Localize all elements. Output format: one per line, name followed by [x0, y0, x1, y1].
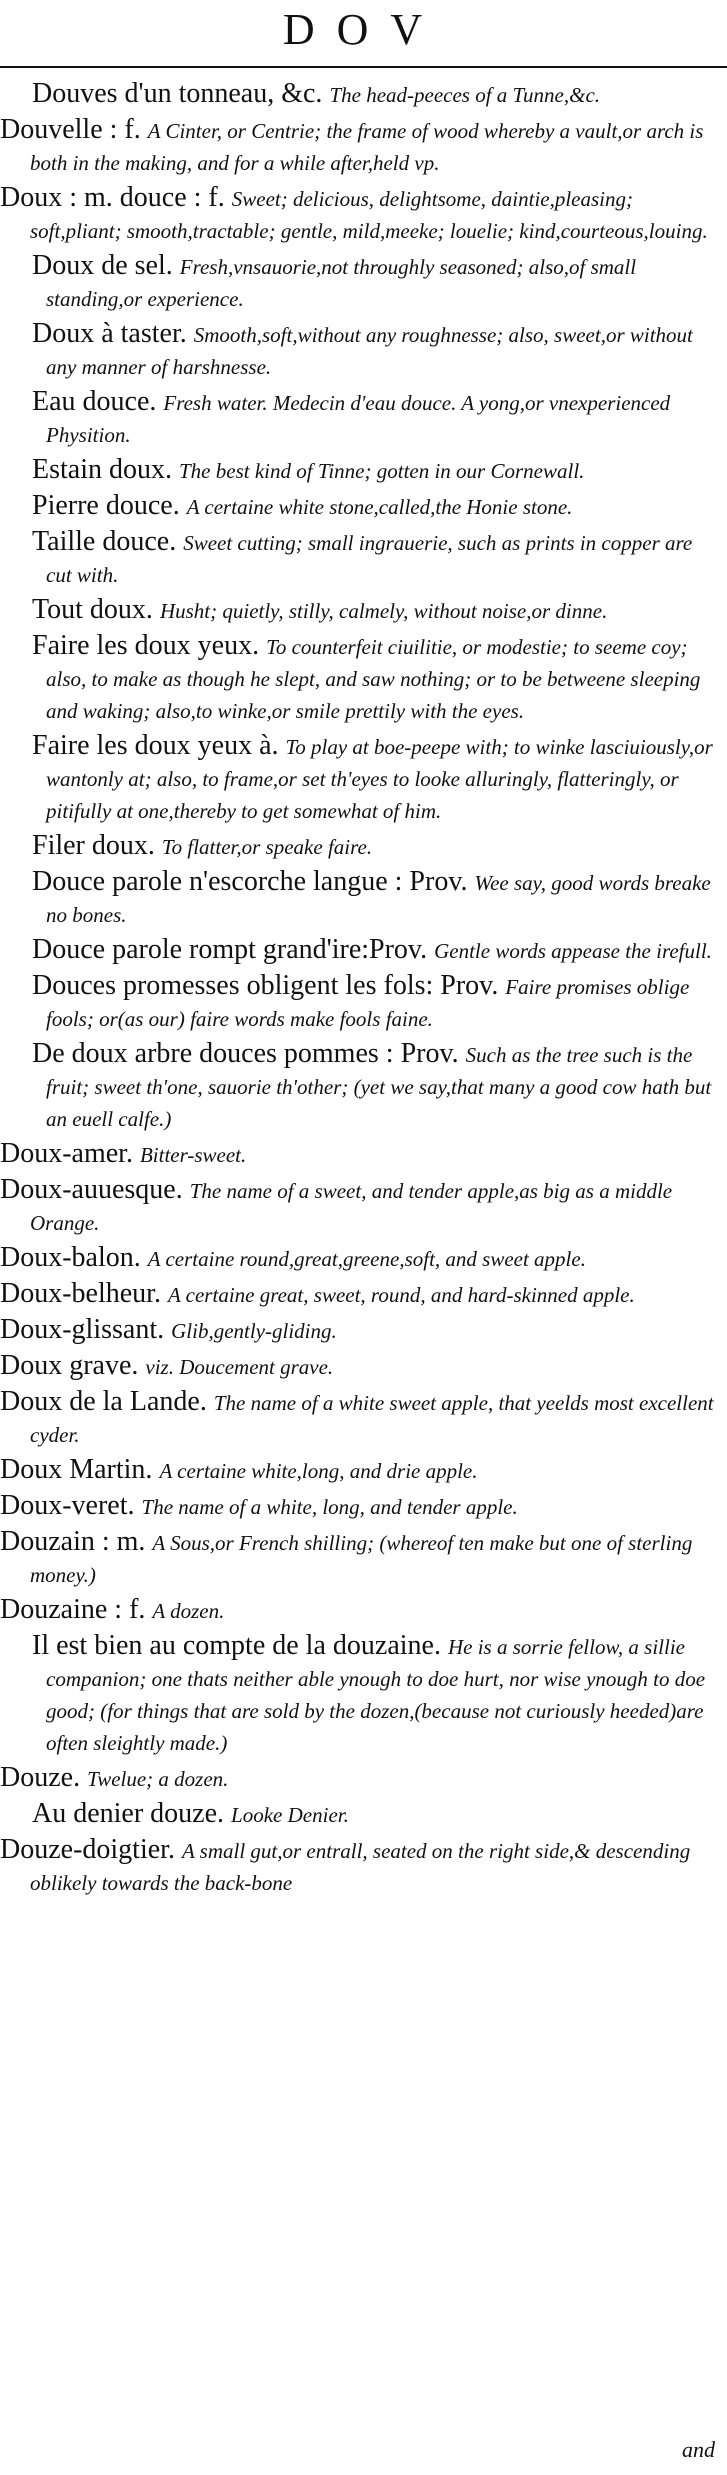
- definition: Such as the tree such is the fruit; sweet th'one, sauorie th'other; (yet we say,that many a good cow hath but an euell calfe.): [46, 1043, 712, 1131]
- sub-entry: [0, 934, 717, 966]
- definition: Bitter-sweet.: [139, 1143, 247, 1167]
- headword: Au denier douze.: [32, 1798, 225, 1829]
- dictionary-entry: [0, 1314, 717, 1346]
- headword: Doux grave.: [0, 1350, 139, 1381]
- headword: Douzain : m.: [0, 1526, 146, 1557]
- sub-entry: [0, 970, 717, 1034]
- definition: A certaine round,great,greene,soft, and sweet apple.: [147, 1247, 586, 1271]
- sub-entry: [0, 1630, 717, 1758]
- definition: He is a sorrie fellow, a sillie companion; one thats neither able ynough to doe hurt, nor wise ynough to doe good; (for things that are sold by the dozen,(because not curiously heeded)are often sleightly made.): [46, 1635, 706, 1755]
- sub-entry: [0, 1038, 717, 1134]
- headword: De doux arbre douces pommes : Prov.: [32, 1038, 459, 1069]
- headword: Doux de sel.: [32, 250, 173, 281]
- definition: Sweet; delicious, delightsome, daintie,pleasing; soft,pliant; smooth,tractable; gentle, mild,meeke; louelie; kind,courteous,louing.: [30, 187, 708, 243]
- sub-entry: [0, 630, 717, 726]
- sub-entry: [0, 1798, 717, 1830]
- definition: Fresh,vnsauorie,not throughly seasoned; also,of small standing,or experience.: [46, 255, 637, 311]
- definition: A small gut,or entrall, seated on the right side,& descending oblikely towards the back-bone: [30, 1839, 691, 1895]
- definition: Twelue; a dozen.: [87, 1767, 229, 1791]
- headword: Doux : m. douce : f.: [0, 182, 225, 213]
- dictionary-entry: [0, 1138, 717, 1170]
- dictionary-entry: [0, 1242, 717, 1274]
- definition: The name of a white, long, and tender apple.: [141, 1495, 518, 1519]
- headword: Pierre douce.: [32, 490, 180, 521]
- sub-entry: [0, 490, 717, 522]
- headword: Doux-balon.: [0, 1242, 141, 1273]
- sub-entry: [0, 250, 717, 314]
- headword: Doux à taster.: [32, 318, 187, 349]
- definition: The name of a sweet, and tender apple,as big as a middle Orange.: [30, 1179, 673, 1235]
- headword: Doux-auuesque.: [0, 1174, 183, 1205]
- dictionary-entry: [0, 1386, 717, 1450]
- definition: Smooth,soft,without any roughnesse; also, sweet,or without any manner of harshnesse.: [46, 323, 693, 379]
- headword: Douzaine : f.: [0, 1594, 146, 1625]
- entry-list: [0, 78, 727, 1902]
- headword: Tout doux.: [32, 594, 153, 625]
- dictionary-entry: [0, 1762, 717, 1794]
- headword: Douce parole n'escorche langue : Prov.: [32, 866, 468, 897]
- definition: viz. Doucement grave.: [145, 1355, 334, 1379]
- definition: A certaine great, sweet, round, and hard-skinned apple.: [167, 1283, 635, 1307]
- definition: Fresh water. Medecin d'eau douce. A yong,or vnexperienced Physition.: [46, 391, 671, 447]
- sub-entry: [0, 454, 717, 486]
- headword: Doux-glissant.: [0, 1314, 165, 1345]
- headword: Estain doux.: [32, 454, 172, 485]
- definition: The name of a white sweet apple, that yeelds most excellent cyder.: [30, 1391, 714, 1447]
- dictionary-entry: [0, 1526, 717, 1590]
- definition: To counterfeit ciuilitie, or modestie; to seeme coy; also, to make as though he slept, and saw nothing; or to be betweene sleeping and waking; also,to winke,or smile prettily with the eyes.: [46, 635, 701, 723]
- headword: Eau douce.: [32, 386, 157, 417]
- definition: A certaine white,long, and drie apple.: [159, 1459, 478, 1483]
- sub-entry: [0, 830, 717, 862]
- definition: Wee say, good words breake no bones.: [46, 871, 711, 927]
- headword: Doux Martin.: [0, 1454, 153, 1485]
- sub-entry: [0, 594, 717, 626]
- sub-entry: [0, 730, 717, 826]
- sub-entry: [0, 78, 717, 110]
- headword: Faire les doux yeux à.: [32, 730, 279, 761]
- definition: The head-peeces of a Tunne,&c.: [329, 83, 601, 107]
- headword: Doux de la Lande.: [0, 1386, 207, 1417]
- definition: Sweet cutting; small ingrauerie, such as prints in copper are cut with.: [46, 531, 693, 587]
- definition: Looke Denier.: [231, 1803, 349, 1827]
- catchword: and: [682, 2437, 715, 2462]
- header-rule: [0, 66, 727, 68]
- definition: Glib,gently-gliding.: [171, 1319, 337, 1343]
- headword: Doux-veret.: [0, 1490, 135, 1521]
- definition: A Cinter, or Centrie; the frame of wood whereby a vault,or arch is both in the making, and for a while after,held vp.: [30, 119, 704, 175]
- headword: Douce parole rompt grand'ire:Prov.: [32, 934, 428, 965]
- definition: To flatter,or speake faire.: [161, 835, 373, 859]
- sub-entry: [0, 866, 717, 930]
- headword: Faire les doux yeux.: [32, 630, 260, 661]
- headword: Douces promesses obligent les fols: Prov.: [32, 970, 499, 1001]
- definition: A Sous,or French shilling; (whereof ten make but one of sterling money.): [30, 1531, 693, 1587]
- headword: Douves d'un tonneau, &c.: [32, 78, 323, 109]
- headword: Doux-amer.: [0, 1138, 133, 1169]
- headword: Douvelle : f.: [0, 114, 141, 145]
- headword: Douze-doigtier.: [0, 1834, 175, 1865]
- definition: The best kind of Tinne; gotten in our Cornewall.: [179, 459, 585, 483]
- dictionary-entry: [0, 182, 717, 246]
- definition: Husht; quietly, stilly, calmely, without noise,or dinne.: [159, 599, 608, 623]
- sub-entry: [0, 386, 717, 450]
- headword: Doux-belheur.: [0, 1278, 161, 1309]
- dictionary-entry: [0, 1834, 717, 1898]
- sub-entry: [0, 526, 717, 590]
- dictionary-entry: [0, 1490, 717, 1522]
- dictionary-entry: [0, 1350, 717, 1382]
- dictionary-entry: [0, 1454, 717, 1486]
- definition: Faire promises oblige fools; or(as our) faire words make fools faine.: [46, 975, 690, 1031]
- dictionary-entry: [0, 114, 717, 178]
- definition: A dozen.: [152, 1599, 225, 1623]
- page-header: DOV: [282, 5, 445, 54]
- dictionary-entry: [0, 1278, 717, 1310]
- headword: Il est bien au compte de la douzaine.: [32, 1630, 441, 1661]
- definition: To play at boe-peepe with; to winke lasciuiously,or wantonly at; also, to frame,or set th'eyes to looke alluringly, flatteringly, or pitifully at one,thereby to get somewhat of him.: [46, 735, 713, 823]
- headword: Douze.: [0, 1762, 81, 1793]
- definition: A certaine white stone,called,the Honie stone.: [186, 495, 573, 519]
- dictionary-entry: [0, 1594, 717, 1626]
- headword: Taille douce.: [32, 526, 177, 557]
- headword: Filer doux.: [32, 830, 155, 861]
- definition: Gentle words appease the irefull.: [434, 939, 712, 963]
- dictionary-entry: [0, 1174, 717, 1238]
- sub-entry: [0, 318, 717, 382]
